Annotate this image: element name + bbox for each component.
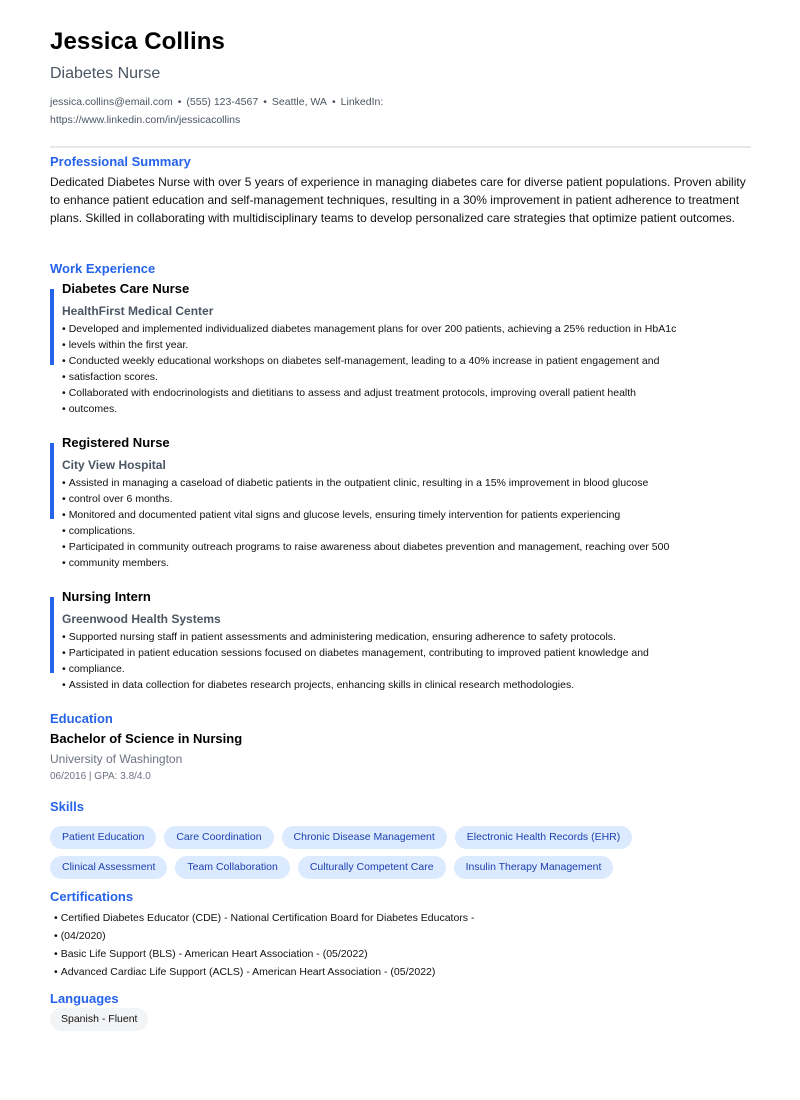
contact-phone: (555) 123-4567 [186, 96, 259, 108]
bullet-item: • Collaborated with endocrinologists and dietitians to assess and adjust treatment protocols, improving overall patient health [62, 385, 742, 401]
bullet-item: • Assisted in managing a caseload of diabetic patients in the outpatient clinic, resulting in a 15% improvement in blood glucose [62, 475, 742, 491]
contact-email[interactable]: jessica.collins@email.com [50, 96, 173, 108]
certifications-list [54, 909, 474, 981]
candidate-name: Jessica Collins [50, 28, 225, 55]
job-role: Nursing Intern [62, 589, 151, 604]
education-meta: 06/2016 | GPA: 3.8/4.0 [50, 771, 151, 782]
bullet-item: • outcomes. [62, 401, 742, 417]
job-bullets [62, 475, 742, 571]
job-bullets [62, 321, 742, 417]
skills-list [50, 826, 751, 886]
job-role: Registered Nurse [62, 435, 170, 450]
summary-text: Dedicated Diabetes Nurse with over 5 years of experience in managing diabetes care for diverse patient populations. Proven ability to enhance patient education and self-management techniques, resulting in a 30% improvement in patient adherence to treatment plans. Skilled in collaborating with multidisciplinary teams to develop personalized care strategies that optimize patient outcomes. [50, 175, 746, 225]
language-pill: Spanish - Fluent [50, 1008, 148, 1031]
bullet-item: • Developed and implemented individualized diabetes management plans for over 200 patients, achieving a 25% reduction in HbA1c [62, 321, 742, 337]
bullet-item: • community members. [62, 555, 742, 571]
contact-linkedin-url[interactable]: https://www.linkedin.com/in/jessicacollins [50, 114, 241, 126]
section-heading-summary: Professional Summary [50, 154, 191, 169]
education-school: University of Washington [50, 752, 183, 766]
section-heading-certifications: Certifications [50, 889, 134, 904]
skill-pill: Clinical Assessment [50, 856, 167, 879]
section-heading-experience: Work Experience [50, 261, 156, 276]
bullet-item: • levels within the first year. [62, 337, 742, 353]
certification-item: • Certified Diabetes Educator (CDE) - National Certification Board for Diabetes Educators - [54, 909, 474, 927]
job-bullets [62, 629, 742, 693]
skill-pill: Culturally Competent Care [298, 856, 446, 879]
bullet-item: • Monitored and documented patient vital signs and glucose levels, ensuring timely intervention for patients experiencing [62, 507, 742, 523]
job-role: Diabetes Care Nurse [62, 281, 190, 296]
skill-pill: Patient Education [50, 826, 156, 849]
bullet-item: • Participated in community outreach programs to raise awareness about diabetes prevention and management, reaching over 500 [62, 539, 742, 555]
candidate-title: Diabetes Nurse [50, 65, 161, 82]
job-organization: City View Hospital [62, 458, 166, 472]
contact-line [50, 93, 470, 129]
section-heading-skills: Skills [50, 799, 84, 814]
skill-pill: Insulin Therapy Management [454, 856, 614, 879]
certification-item: • Basic Life Support (BLS) - American Heart Association - (05/2022) [54, 945, 474, 963]
bullet-item: • complications. [62, 523, 742, 539]
education-degree: Bachelor of Science in Nursing [50, 731, 243, 746]
bullet-item: • compliance. [62, 661, 742, 677]
section-heading-languages: Languages [50, 991, 119, 1006]
section-heading-education: Education [50, 711, 113, 726]
bullet-item: • control over 6 months. [62, 491, 742, 507]
certification-item: • (04/2020) [54, 927, 474, 945]
skill-pill: Team Collaboration [175, 856, 289, 879]
accent-bar [50, 597, 54, 673]
job-organization: HealthFirst Medical Center [62, 304, 214, 318]
skill-pill: Electronic Health Records (EHR) [455, 826, 632, 849]
skill-pill: Care Coordination [164, 826, 273, 849]
contact-linkedin-label: LinkedIn: [340, 96, 384, 108]
bullet-item: • satisfaction scores. [62, 369, 742, 385]
bullet-item: • Assisted in data collection for diabetes research projects, enhancing skills in clinical research methodologies. [62, 677, 742, 693]
accent-bar [50, 289, 54, 365]
separator: • [331, 96, 336, 108]
bullet-item: • Participated in patient education sessions focused on diabetes management, contributing to improved patient knowledge and [62, 645, 742, 661]
bullet-item: • Conducted weekly educational workshops on diabetes self-management, leading to a 40% increase in patient engagement and [62, 353, 742, 369]
contact-location: Seattle, WA [271, 96, 327, 108]
certification-item: • Advanced Cardiac Life Support (ACLS) - American Heart Association - (05/2022) [54, 963, 474, 981]
accent-bar [50, 443, 54, 519]
skill-pill: Chronic Disease Management [282, 826, 447, 849]
separator: • [177, 96, 182, 108]
header-divider [50, 146, 751, 148]
separator: • [263, 96, 267, 108]
bullet-item: • Supported nursing staff in patient assessments and administering medication, ensuring adherence to safety protocols. [62, 629, 742, 645]
job-organization: Greenwood Health Systems [62, 612, 221, 626]
